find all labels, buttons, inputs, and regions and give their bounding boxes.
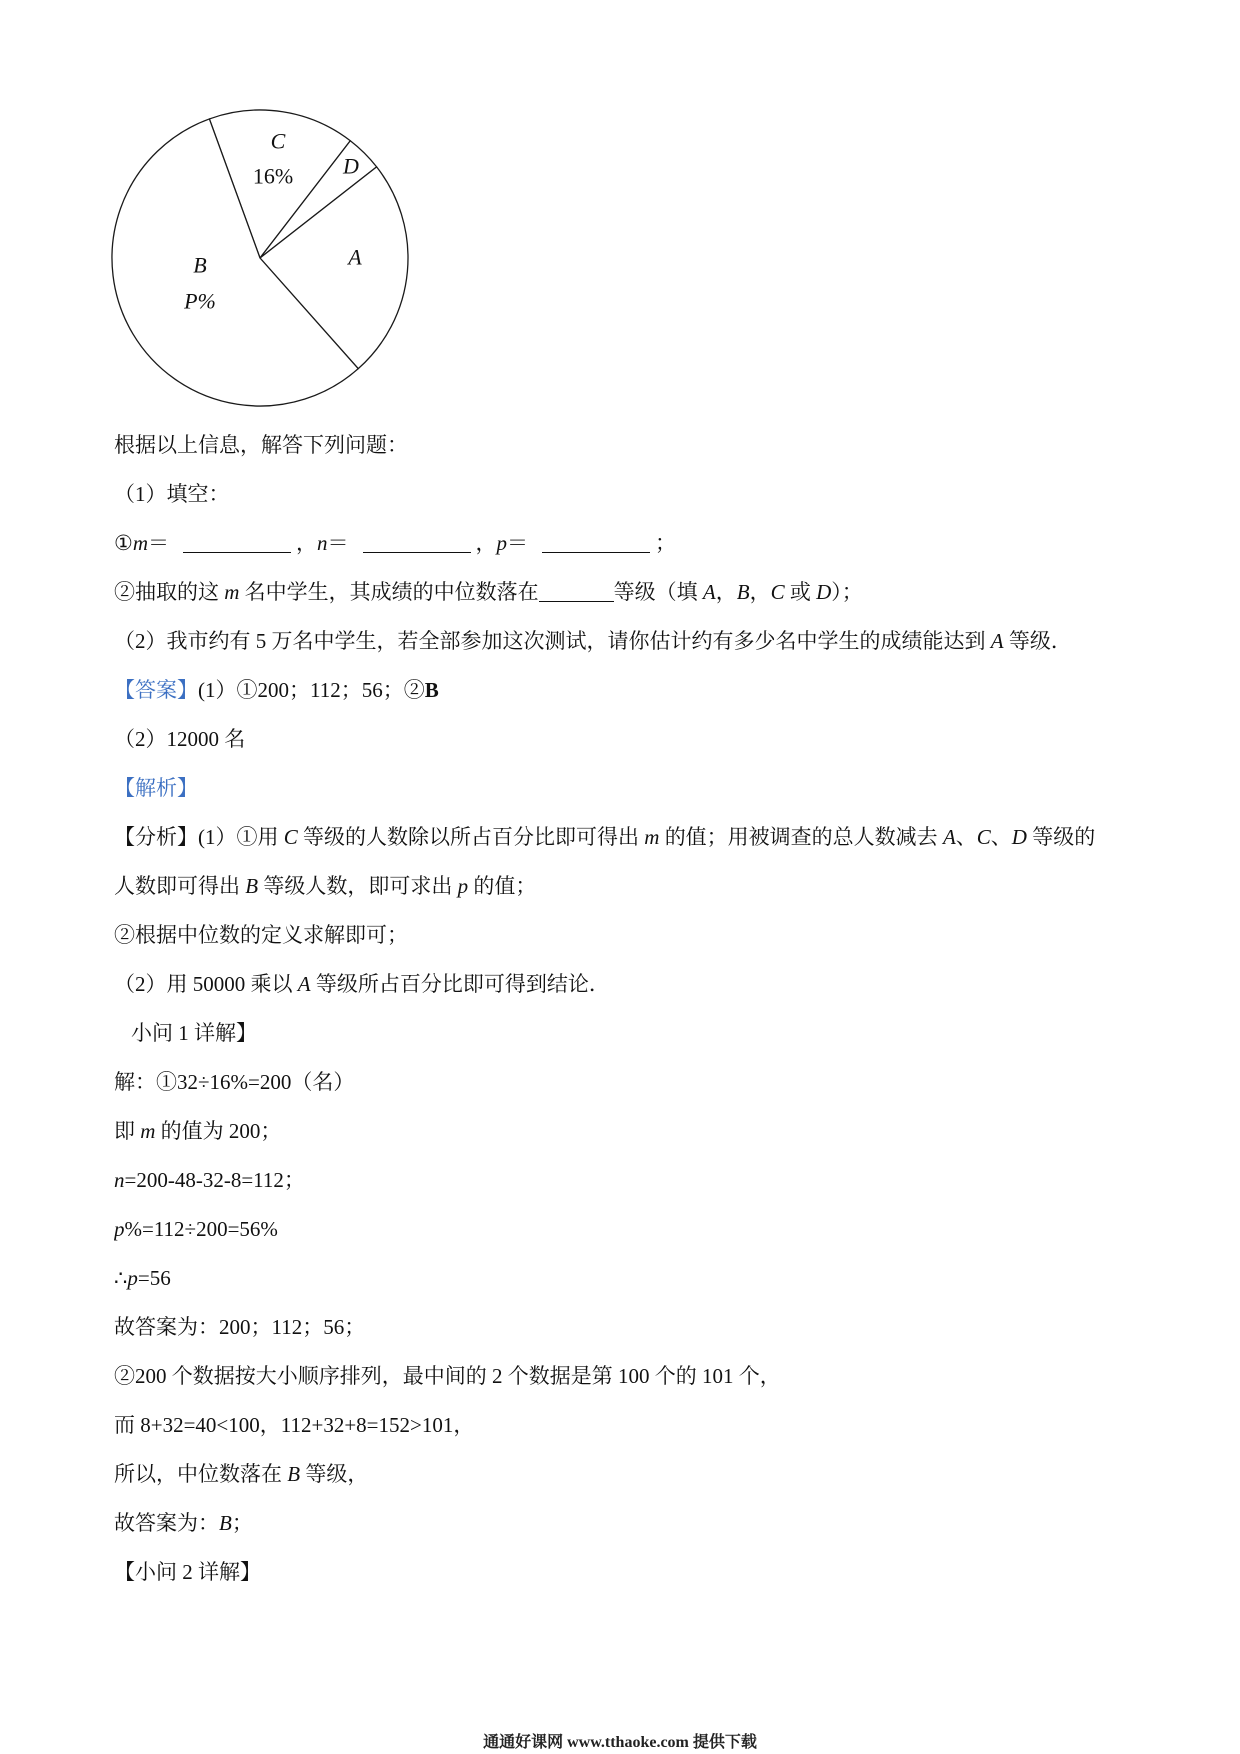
solution1-line-2 [114, 1107, 1224, 1156]
grade-distribution-pie-chart [0, 0, 520, 420]
text-segment: 、 [990, 825, 1012, 849]
text-segment: 的值为 200； [155, 1119, 282, 1143]
answer-tag: 【答案】 [114, 678, 198, 702]
answer-grade: B [424, 678, 439, 702]
text-segment: 等级． [1003, 629, 1072, 653]
solution1-heading: 小问 1 详解】 [131, 1021, 257, 1045]
circled-number-1: ① [114, 531, 133, 555]
grade-b: B [736, 580, 750, 604]
therefore-symbol: ∴ [114, 1266, 128, 1290]
text-segment: =56 [137, 1266, 171, 1290]
analysis-line-2 [114, 862, 1224, 911]
analysis-heading-line [114, 764, 1224, 813]
pie-label-b: B [193, 252, 207, 278]
analysis-line-4 [114, 960, 1224, 1009]
solution2-heading: 【小问 2 详解】 [114, 1560, 261, 1584]
pie-label-c: C [270, 128, 286, 154]
semicolon: ； [655, 531, 676, 555]
variable-p: p [457, 874, 469, 898]
text-segment: 名中学生，其成绩的中位数落在 [239, 580, 539, 604]
text-segment: (1）①200；112；56；② [198, 678, 425, 702]
grade-a: A [702, 580, 716, 604]
page-footer: 通通好课网 www.tthaoke.com 提供下载 [483, 1734, 757, 1751]
text-segment: 【分析】(1）①用 [114, 825, 284, 849]
text-segment: 等级人数，即可求出 [258, 874, 458, 898]
pie-slices-group [112, 110, 408, 406]
text-segment: =200-48-32-8=112； [124, 1168, 305, 1192]
variable-m: m [132, 531, 148, 555]
grade-c: C [770, 580, 785, 604]
grade-a: A [990, 629, 1004, 653]
text-segment: 人数即可得出 [114, 874, 246, 898]
text-segment: 等级所占百分比即可得到结论． [310, 972, 610, 996]
equals-sign: ＝ [148, 531, 169, 555]
equals-sign: ＝ [327, 531, 349, 555]
variable-m: m [644, 825, 660, 849]
variable-m: m [224, 580, 240, 604]
variable-n: n [317, 531, 328, 555]
text-segment: ）； [831, 580, 863, 604]
pie-label-d: D [343, 153, 359, 179]
text-segment: 的值；用被调查的总人数减去 [659, 825, 943, 849]
text-segment: 等级的人数除以所占百分比即可得出 [297, 825, 645, 849]
text-segment: 等级（填 [613, 580, 703, 604]
comma: ， [749, 580, 771, 604]
p-answer-blank [542, 534, 650, 553]
grade-b: B [287, 1462, 301, 1486]
grade-b: B [219, 1511, 232, 1535]
text-segment: 即 [114, 1119, 141, 1143]
text-segment: 等级的 [1026, 825, 1096, 849]
part2-question-line [114, 617, 1224, 666]
text-segment: 、 [955, 825, 977, 849]
grade-c: C [976, 825, 991, 849]
n-answer-blank [363, 534, 471, 553]
variable-p: p [496, 531, 507, 555]
document-body [114, 421, 1224, 1597]
analysis-line-3: ②根据中位数的定义求解即可； [114, 923, 408, 947]
pie-label-a: A [348, 244, 362, 270]
text-segment: （2）用 50000 乘以 [114, 972, 298, 996]
grade-a: A [297, 972, 311, 996]
comma: ， [475, 531, 497, 555]
grade-d: D [1011, 825, 1027, 849]
solution1-line-10 [114, 1499, 1224, 1548]
comma: ， [715, 580, 737, 604]
comma: ， [296, 531, 317, 555]
fill-in-blanks-line [114, 519, 1224, 568]
text-segment: （2）我市约有 5 万名中学生，若全部参加这次测试，请你估计约有多少名中学生的成绩能达到 [114, 629, 991, 653]
analysis-line-1 [114, 813, 1224, 862]
variable-n: n [114, 1168, 125, 1192]
solution1-line-9 [114, 1450, 1224, 1499]
text-segment: 等级， [300, 1462, 369, 1486]
pie-percent-b: P% [184, 288, 216, 314]
text-segment: ； [231, 1511, 253, 1535]
median-question-line [114, 568, 1224, 617]
grade-a: A [942, 825, 956, 849]
text-segment: 或 [784, 580, 817, 604]
variable-p: p [127, 1266, 138, 1290]
grade-b: B [245, 874, 259, 898]
solution1-line-5 [114, 1254, 1224, 1303]
part1-heading: （1）填空： [114, 482, 230, 506]
median-grade-blank [539, 583, 614, 602]
variable-p: p [114, 1217, 125, 1241]
answer-part2-line: （2）12000 名 [114, 727, 246, 751]
text-segment: 故答案为： [114, 1511, 219, 1535]
answer-part1-line [114, 666, 1224, 715]
solution1-line-7: ②200 个数据按大小顺序排列，最中间的 2 个数据是第 100 个的 101 个， [114, 1364, 781, 1388]
solution1-line-3 [114, 1156, 1224, 1205]
text-segment: %=112÷200=56% [124, 1217, 278, 1241]
variable-m: m [140, 1119, 156, 1143]
grade-d: D [816, 580, 832, 604]
text-segment: 所以，中位数落在 [114, 1462, 288, 1486]
solution1-line-6: 故答案为：200；112；56； [114, 1315, 366, 1339]
m-answer-blank [183, 534, 291, 553]
solution1-line-8: 而 8+32=40<100，112+32+8=152>101， [114, 1413, 475, 1437]
solution1-line-4 [114, 1205, 1224, 1254]
solution1-line-1: 解：①32÷16%=200（名） [114, 1070, 355, 1094]
analysis-tag: 【解析】 [114, 776, 198, 800]
equals-sign: ＝ [507, 531, 528, 555]
question-intro: 根据以上信息，解答下列问题： [114, 433, 408, 457]
grade-c: C [283, 825, 298, 849]
text-segment: ②抽取的这 [114, 580, 225, 604]
text-segment: 的值； [468, 874, 537, 898]
pie-percent-c: 16% [252, 163, 294, 189]
